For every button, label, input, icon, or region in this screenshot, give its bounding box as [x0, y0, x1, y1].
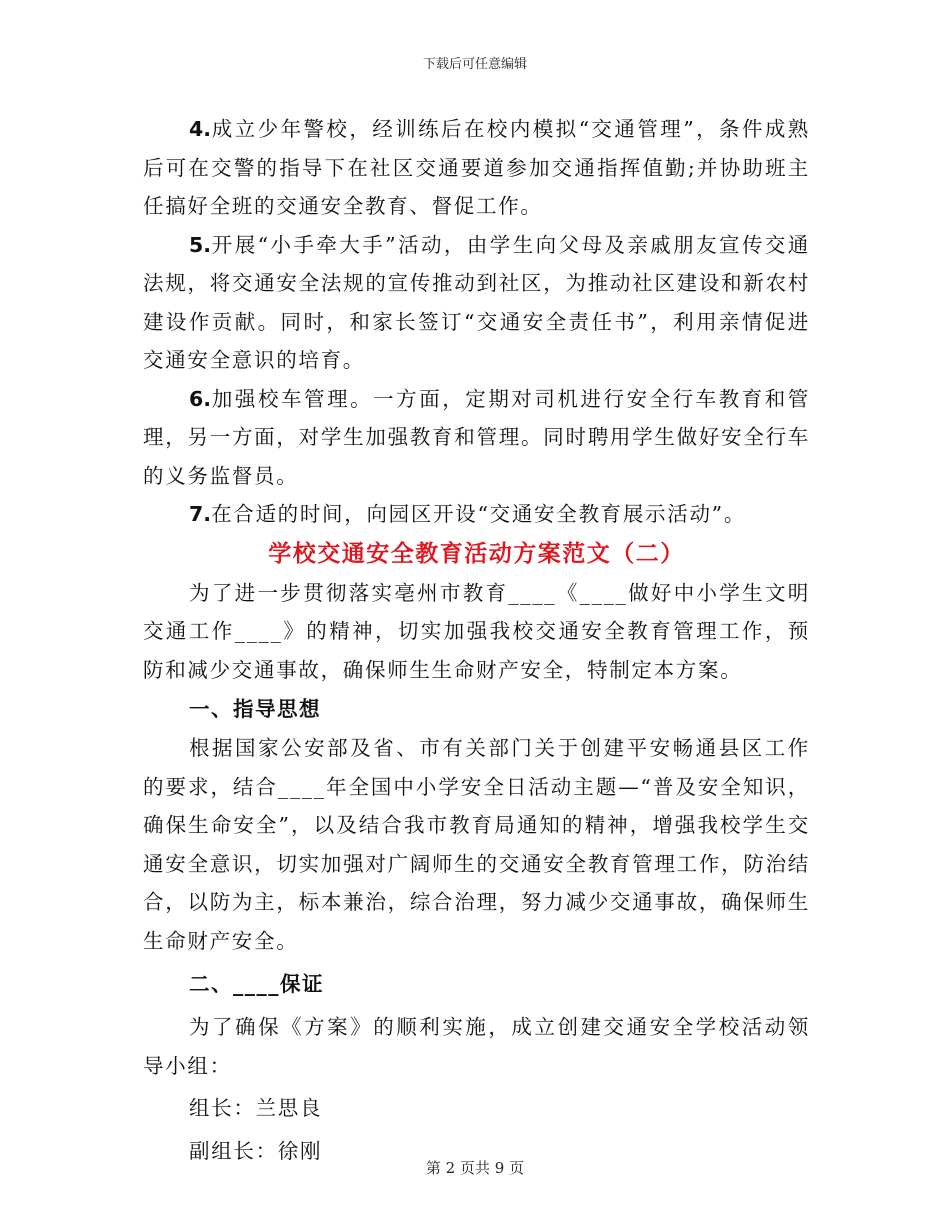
item-number: 6. [189, 386, 212, 411]
item-text: 在合适的时间，向园区开设“交通安全教育展示活动”。 [211, 502, 747, 526]
leader-line: 组长：兰思良 [189, 1096, 323, 1120]
section-body-guarantee: 为了确保《方案》的顺利实施，成立创建交通安全学校活动领导小组： [143, 1015, 810, 1078]
item-text: 加强校车管理。一方面，定期对司机进行安全行车教育和管理，另一方面，对学生加强教育和管理。同时聘用学生做好安全行车的义务监督员。 [143, 386, 810, 488]
list-item-4 [143, 110, 810, 226]
list-item-7 [143, 495, 810, 534]
section-heading-guarantee: 二、____保证 [189, 972, 324, 996]
page-header: 下载后可任意编辑 [422, 57, 527, 72]
section-body-guiding-thought: 根据国家公安部及省、市有关部门关于创建平安畅通县区工作的要求，结合____年全国中小学安全日活动主题—“普及安全知识，确保生命安全”，以及结合我市教育局通知的精神，增强我校学生交通安全意识，切实加强对广阔师生的交通安全教育管理工作，防治结合，以防为主，标本兼治，综合治理，努力减少交通事故，确保师生生命财产安全。 [143, 736, 810, 953]
list-item-5 [143, 226, 810, 380]
item-text: 成立少年警校，经训练后在校内模拟“交通管理”，条件成熟后可在交警的指导下在社区交通要道参加交通指挥值勤;并协助班主任搞好全班的交通安全教育、督促工作。 [143, 117, 810, 218]
section-heading-guiding-thought: 一、指导思想 [189, 697, 321, 721]
vice-leader-line: 副组长：徐刚 [189, 1138, 323, 1163]
item-number: 5. [189, 232, 212, 257]
document-title: 学校交通安全教育活动方案范文（二） [268, 540, 685, 567]
item-text: 开展“小手牵大手”活动，由学生向父母及亲戚朋友宣传交通法规，将交通安全法规的宣传推动到社区，为推动社区建设和新农村建设作贡献。同时，和家长签订“交通安全责任书”，利用亲情促进交通安全意识的培育。 [143, 232, 810, 372]
item-number: 4. [189, 117, 212, 141]
item-number: 7. [189, 502, 212, 526]
document-body [143, 110, 810, 1170]
list-item-6 [143, 380, 810, 496]
page-footer: 第 2 页共 9 页 [425, 1159, 525, 1177]
intro-paragraph: 为了进一步贯彻落实亳州市教育____《____做好中小学生文明交通工作____》的精神，切实加强我校交通安全教育管理工作，预防和减少交通事故，确保师生生命财产安全，特制定本方案。 [143, 580, 810, 682]
